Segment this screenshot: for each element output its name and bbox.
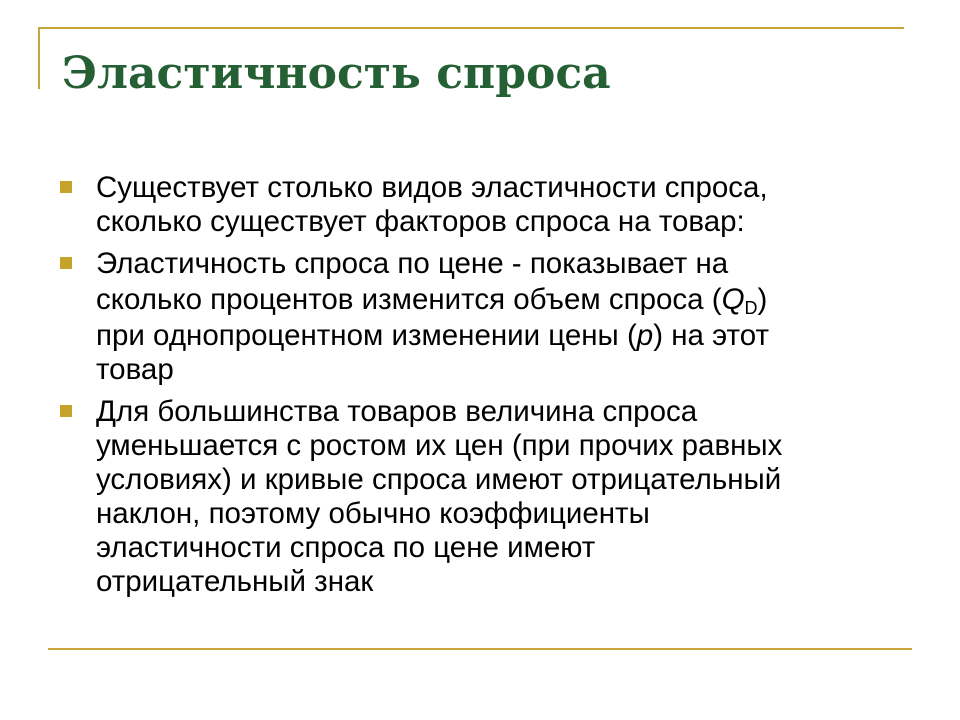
bullet-item-3 <box>60 395 920 599</box>
quantity-demanded-symbol: Q <box>721 283 745 316</box>
bullet-3-line-4: наклон, поэтому обычно коэффициенты <box>96 497 650 530</box>
bullet-item-2 <box>60 247 920 387</box>
bullet-2-line-4: товар <box>96 353 174 386</box>
top-border-line <box>40 27 904 29</box>
bullet-2-line-3-end: ) на этот <box>653 319 769 352</box>
square-bullet-icon <box>60 181 72 193</box>
bullet-2-line-2 <box>96 281 920 319</box>
bullet-3-line-6: отрицательный знак <box>96 565 374 598</box>
bullet-2-line-1: Эластичность спроса по цене - показывает на <box>96 247 729 280</box>
bullet-2-line-2-text: сколько процентов изменится объем спроса ( <box>96 283 722 316</box>
bullet-3-line-2: уменьшается с ростом их цен (при прочих равных <box>96 429 783 462</box>
bullet-list <box>60 171 920 607</box>
bullet-3-line-3: условиях) и кривые спроса имеют отрицательный <box>96 463 782 496</box>
slide-title: Эластичность спроса <box>62 48 611 99</box>
quantity-demanded-subscript: D <box>744 298 758 318</box>
bullet-item-1 <box>60 171 920 239</box>
price-symbol: p <box>636 319 654 352</box>
bullet-2-line-3 <box>96 319 920 353</box>
bottom-border-line <box>48 648 912 650</box>
bullet-3-line-5: эластичности спроса по цене имеют <box>96 531 596 564</box>
bullet-2-line-2-close: ) <box>757 283 768 316</box>
square-bullet-icon <box>60 405 72 417</box>
square-bullet-icon <box>60 257 72 269</box>
bullet-3-line-1: Для большинства товаров величина спроса <box>96 395 698 428</box>
left-border-line <box>38 27 40 89</box>
bullet-2-line-3-text: при однопроцентном изменении цены ( <box>96 319 637 352</box>
bullet-1-line-2: сколько существует факторов спроса на товар: <box>96 205 745 238</box>
bullet-1-line-1: Существует столько видов эластичности спроса, <box>96 171 768 204</box>
